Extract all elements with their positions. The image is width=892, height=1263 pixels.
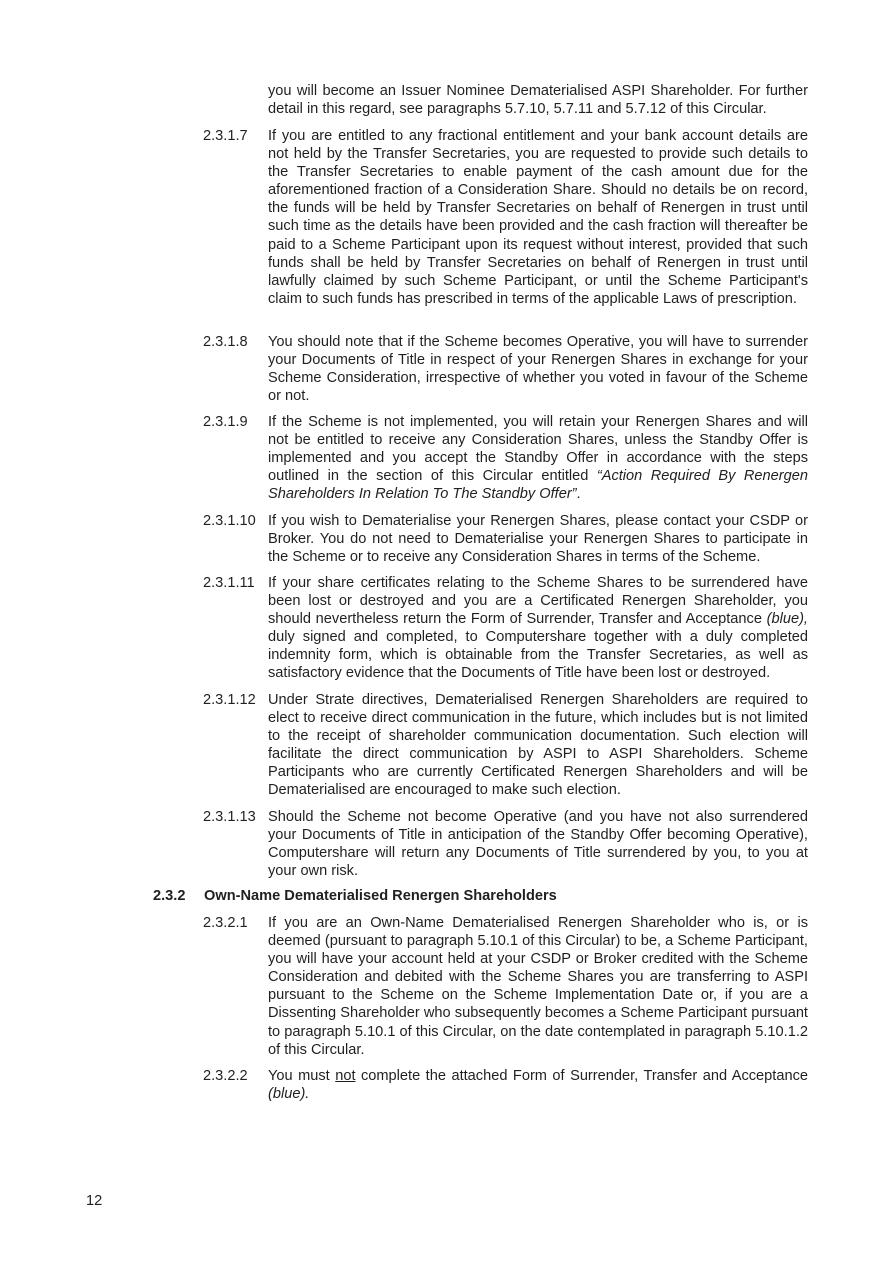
item-text-part: . bbox=[576, 486, 581, 503]
item-text bbox=[268, 413, 808, 503]
item-text: If you are entitled to any fractional entitlement and your bank account details are not held by the Transfer Secretaries, you are requested to provide such details to the Transfer Secretaries to enable payment of the cash amount due for the aforementioned fraction of a Consideration Share. Should no details be on record, the funds will be held by Transfer Secretaries on behalf of Renergen in trust until such time as the details have been provided and the cash fraction will thereafter be paid to a Scheme Participant upon its request without interest, provided that such funds shall be held by Transfer Secretaries on behalf of Renergen in trust until lawfully claimed by such Scheme Participant, or until the Scheme Participant's claim to such funds has prescribed in terms of the applicable Laws of prescription. bbox=[268, 128, 808, 307]
item-number: 2.3.1.10 bbox=[203, 513, 256, 529]
item-text bbox=[268, 574, 808, 683]
intro-paragraph: you will become an Issuer Nominee Dematerialised ASPI Shareholder. For further detail in this regard, see paragraphs 5.7.10, 5.7.11 and 5.7.12 of this Circular. bbox=[268, 83, 808, 118]
item-text-italic: (blue), bbox=[766, 611, 808, 628]
item-text-part: duly signed and completed, to Computershare together with a duly completed indemnity form, which is obtainable from the Transfer Secretaries, as well as satisfactory evidence that the Documents of Title have been lost or destroyed. bbox=[268, 629, 808, 682]
item-text-part: If the Scheme is not implemented, you will retain your Renergen Shares and will not be entitled to receive any Consideration Shares, unless the Standby Offer is implemented and you accept the Standby Offer in accordance with the steps outlined in the section of this Circular entitled bbox=[268, 414, 808, 485]
item-number: 2.3.1.9 bbox=[203, 414, 248, 430]
item-number: 2.3.1.12 bbox=[203, 692, 256, 708]
item-text-part: You must bbox=[268, 1068, 336, 1084]
section-number: 2.3.2 bbox=[153, 888, 186, 904]
page-number: 12 bbox=[86, 1193, 103, 1209]
item-number: 2.3.1.13 bbox=[203, 809, 256, 825]
item-text-part: If your share certificates relating to the Scheme Shares to be surrendered have been lost or destroyed and you are a Certificated Renergen Shareholder, you should nevertheless return the Form of Surrender, Transfer and Acceptance bbox=[268, 575, 808, 628]
item-text: If you are an Own-Name Dematerialised Renergen Shareholder who is, or is deemed (pursuant to paragraph 5.10.1 of this Circular) to be, a Scheme Participant, you will have your account held at your CSDP or Broker credited with the Scheme Consideration and debited with the Scheme Shares you are transferring to ASPI pursuant to the Scheme on the Scheme Implementation Date or, if you are a Dissenting Shareholder who subsequently becomes a Scheme Participant pursuant to paragraph 5.10.1 of this Circular, on the date contemplated in paragraph 5.10.1.2 of this Circular. bbox=[268, 915, 808, 1058]
item-number: 2.3.1.11 bbox=[203, 575, 255, 591]
item-text-underlined: not bbox=[335, 1068, 356, 1084]
item-number: 2.3.2.2 bbox=[203, 1068, 248, 1084]
item-number: 2.3.1.8 bbox=[203, 334, 248, 350]
item-number: 2.3.1.7 bbox=[203, 128, 248, 144]
item-number: 2.3.2.1 bbox=[203, 915, 248, 931]
item-text: You should note that if the Scheme becomes Operative, you will have to surrender your Documents of Title in respect of your Renergen Shares in exchange for your Scheme Consideration, irrespective of whether you voted in favour of the Scheme or not. bbox=[268, 334, 808, 405]
item-text: Under Strate directives, Dematerialised Renergen Shareholders are required to elect to receive direct communication in the future, which includes but is not limited to the receipt of shareholder communication documentation. Such election will facilitate the direct communication by ASPI to ASPI Shareholders. Scheme Participants who are currently Certificated Renergen Shareholders and will be Dematerialised are encouraged to make such election. bbox=[268, 692, 808, 799]
item-text-italic: (blue). bbox=[268, 1086, 310, 1103]
item-text-italic: “Action Required By Renergen Shareholders In Relation To The Standby Offer” bbox=[268, 468, 808, 503]
item-text bbox=[268, 1067, 808, 1103]
item-text-part: complete the attached Form of Surrender, Transfer and Acceptance bbox=[355, 1068, 808, 1084]
item-text: Should the Scheme not become Operative (and you have not also surrendered your Documents of Title in anticipation of the Standby Offer becoming Operative), Computershare will return any Documents of Title surrendered by you, to you at your own risk. bbox=[268, 809, 808, 880]
section-title: Own-Name Dematerialised Renergen Shareholders bbox=[204, 888, 557, 904]
item-text: If you wish to Dematerialise your Renergen Shares, please contact your CSDP or Broker. You do not need to Dematerialise your Renergen Shares to participate in the Scheme or to receive any Consideration Shares in terms of the Scheme. bbox=[268, 513, 808, 566]
section-heading bbox=[153, 887, 557, 905]
